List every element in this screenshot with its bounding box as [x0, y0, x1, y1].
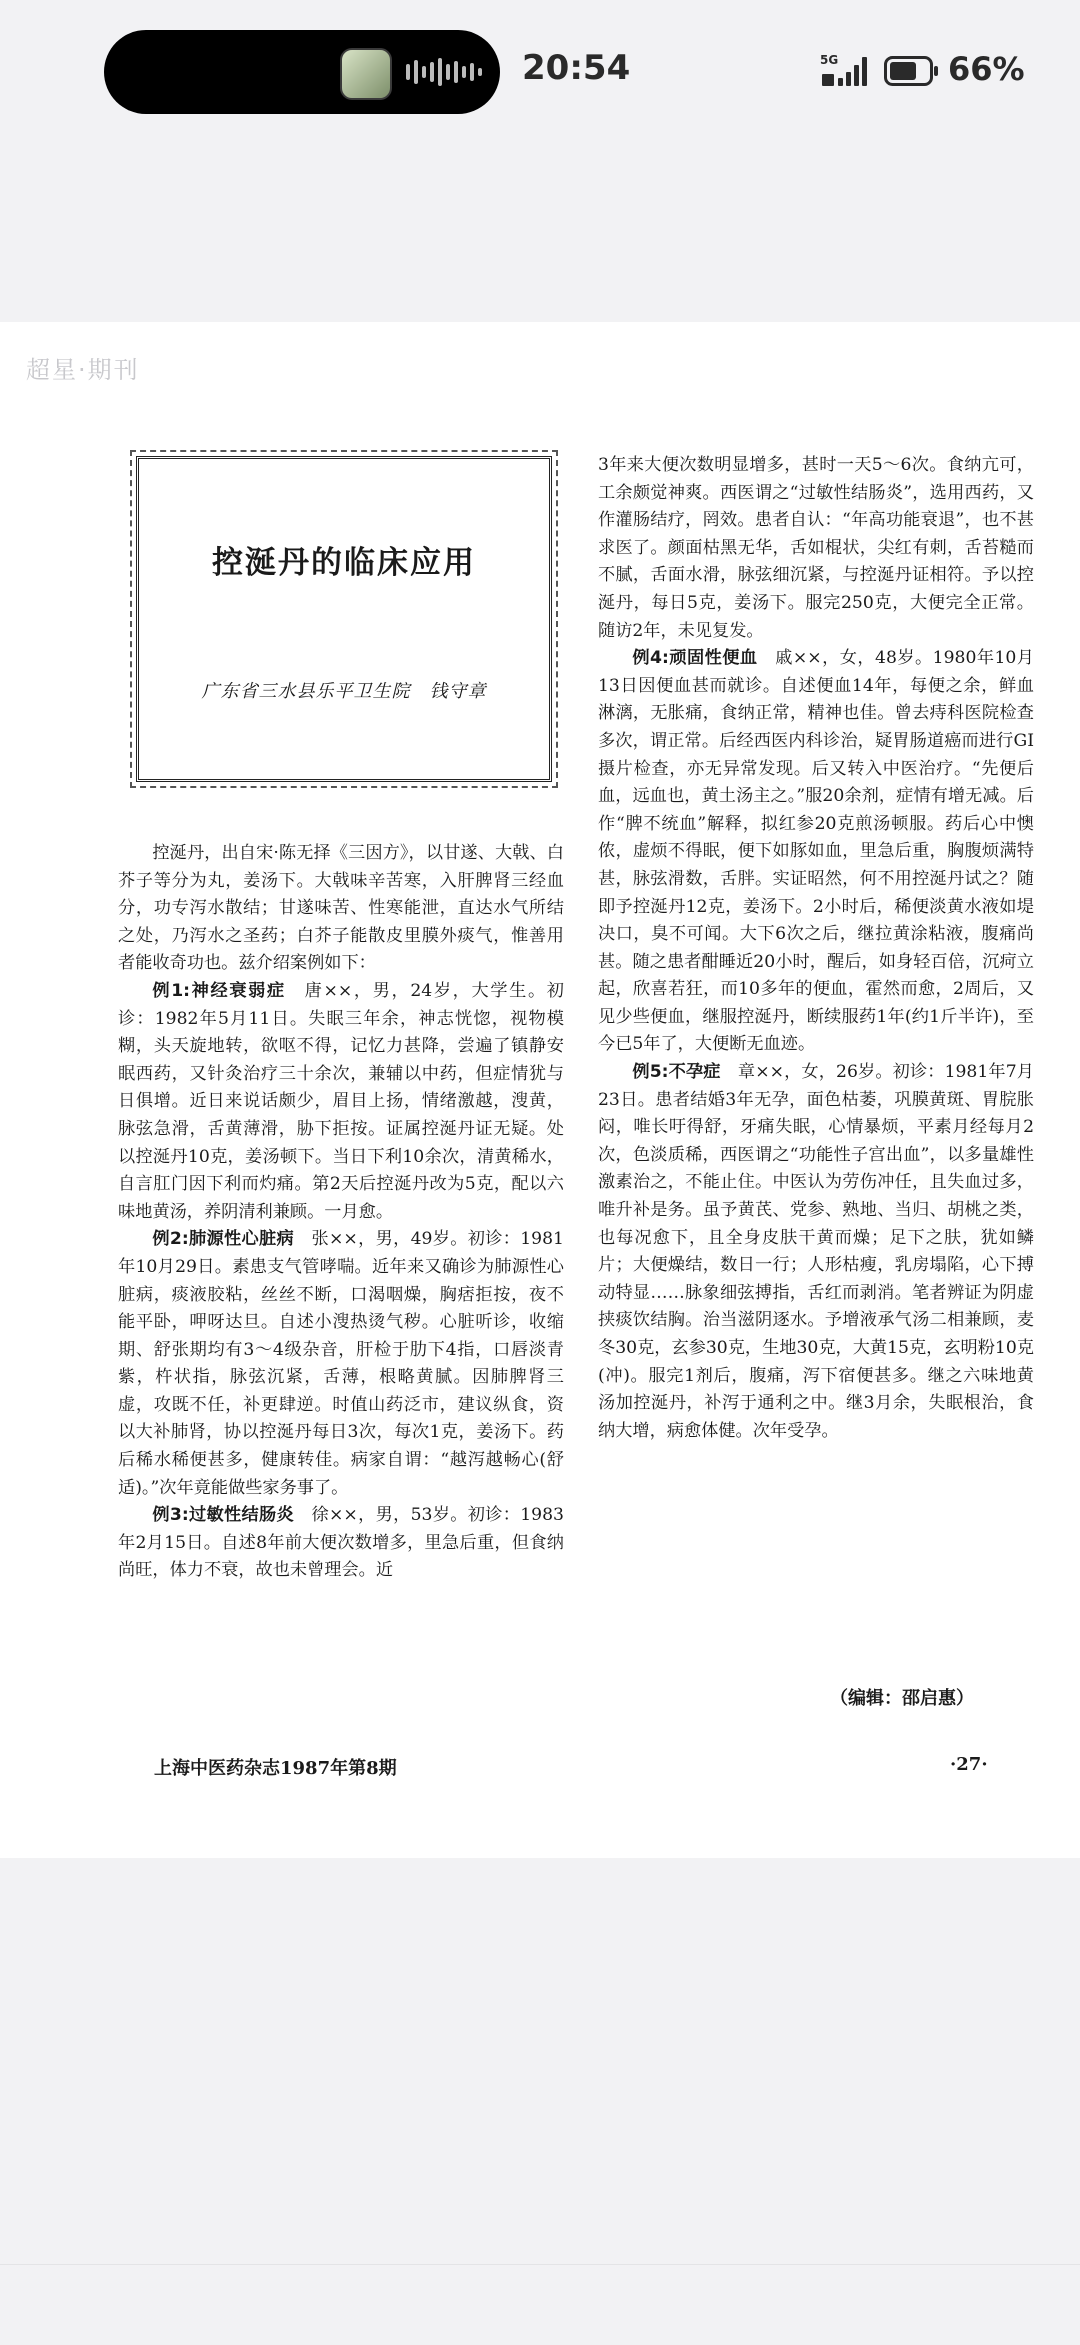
- paragraph: [118, 1226, 564, 1502]
- paragraph: [118, 978, 564, 1226]
- paragraph-text: 控涎丹，出自宋·陈无择《三因方》，以甘遂、大戟、白芥子等分为丸，姜汤下。大戟味辛苦寒，入肝脾肾三经血分，功专泻水散结；甘遂味苦、性寒能泄，直达水气所结之处，乃泻水之圣药；白芥子能散皮里膜外痰气，惟善用者能收奇功也。兹介绍案例如下：: [118, 843, 564, 974]
- page-number: ·27·: [950, 1754, 988, 1775]
- paragraph-text: 唐××，男，24岁，大学生。初诊：1982年5月11日。失眠三年余，神志恍惚，视物模糊，头天旋地转，欲呕不得，记忆力甚降，尝遍了镇静安眠西药，又针灸治疗三十余次，兼辅以中药，但症情犹与日俱增。近日来说话颇少，眉目上扬，情绪激越，溲黄，脉弦急滑，舌黄薄滑，胁下拒按。证属控涎丹证无疑。处以控涎丹10克，姜汤顿下。当日下利10余次，清黄稀水，自言肛门因下利而灼痛。第2天后控涎丹改为5克，配以六味地黄汤，养阴清利兼顾。一月愈。: [118, 980, 564, 1222]
- network-type: 5G: [820, 53, 839, 67]
- author-line: 广东省三水县乐平卫生院 钱守章: [201, 681, 487, 702]
- case-heading: 例4:顽固性便血: [632, 648, 758, 669]
- paragraph: [598, 645, 1034, 1059]
- battery-percentage: 66%: [948, 50, 1025, 88]
- title-frame: [136, 456, 552, 782]
- source-watermark: 超星·期刊: [26, 356, 140, 384]
- article-title: 控涎丹的临床应用: [212, 545, 476, 581]
- battery-icon: [884, 56, 940, 86]
- case-heading: 例1:神经衰弱症: [152, 980, 286, 1001]
- journal-footer: 上海中医药杂志1987年第8期: [154, 1758, 397, 1779]
- bottom-toolbar: [0, 2264, 1080, 2345]
- right-text-column: [598, 452, 1034, 1445]
- paragraph: [118, 840, 564, 978]
- paragraph-text: 戚××，女，48岁。1980年10月13日因便血甚而就诊。自述便血14年，每便之余，鲜血淋漓，无胀痛，食纳正常，精神也佳。曾去痔科医院检查多次，谓正常。后经西医内科诊治，疑胃肠道癌而进行GI摄片检查，亦无异常发现。后又转入中医治疗。“先便后血，远血也，黄土汤主之。”服20余剂，症情有增无减。后作“脾不统血”解释，拟红参20克煎汤顿服。药后心中懊侬，虚烦不得眠，便下如豚如血，里急后重，胸腹烦满特甚，脉弦滑数，舌胖。实证昭然，何不用控涎丹试之？随即予控涎丹12克，姜汤下。2小时后，稀便淡黄水液如堤决口，臭不可闻。大下6次之后，继拉黄涂粘液，腹痛尚甚。随之患者酣睡近20小时，醒后，如身轻百倍，沉疴立起，欣喜若狂，而10多年的便血，霍然而愈，2周后，又见少些便血，继服控涎丹，断续服药1年(约1斤半许)，至今已5年了，大便断无血迹。: [598, 648, 1034, 1055]
- paragraph: [598, 452, 1034, 645]
- paragraph: [118, 1502, 564, 1585]
- status-bar: [0, 0, 1080, 150]
- paragraph-text: 徐××，男，53岁。初诊：1983年2月15日。自述8年前大便次数增多，里急后重，但食纳尚旺，体力不衰，故也未曾理会。近: [118, 1505, 564, 1581]
- case-heading: 例2:肺源性心脏病: [152, 1229, 294, 1250]
- paragraph-text: 章××，女，26岁。初诊：1981年7月23日。患者结婚3年无孕，面色枯萎，巩膜黄斑、胃脘胀闷，唯长吁得舒，牙痛失眠，心情暴烦，平素月经每月2次，色淡质稀，西医谓之“功能性子宫出血”，以多量雄性激素治之，不能止住。中医认为劳伤冲任，且失血过多，唯升补是务。虽予黄芪、党参、熟地、当归、胡桃之类，也每况愈下，且全身皮肤干黄而燥；足下之肤，犹如鳞片；大便燥结，数日一行；人形枯瘦，乳房塌陷，心下搏动特显……脉象细弦搏指，舌红而剥消。笔者辨证为阴虚挟痰饮结胸。治当滋阴逐水。予增液承气汤二相兼顾，麦冬30克，玄参30克，生地30克，大黄15克，玄明粉10克(冲)。服完1剂后，腹痛，泻下宿便甚多。继之六味地黄汤加控涎丹，补泻于通利之中。继3月余，失眠根治，食纳大增，病愈体健。次年受孕。: [598, 1062, 1034, 1441]
- left-text-column: [118, 840, 564, 1585]
- case-heading: 例5:不孕症: [632, 1062, 721, 1083]
- media-thumbnail: [340, 48, 392, 100]
- clock: 20:54: [522, 48, 631, 88]
- editor-credit: （编辑：邵启惠）: [830, 1688, 974, 1709]
- paragraph: [598, 1059, 1034, 1445]
- case-heading: 例3:过敏性结肠炎: [152, 1505, 294, 1526]
- paragraph-text: 3年来大便次数明显增多，甚时一天5～6次。食纳亢可，工余颇觉神爽。西医谓之“过敏性结肠炎”，选用西药，又作灌肠结疗，罔效。患者自认：“年高功能衰退”，也不甚求医了。颜面枯黑无华，舌如棍状，尖红有刺，舌苔糙而不腻，舌面水滑，脉弦细沉紧，与控涎丹证相符。予以控涎丹，每日5克，姜汤下。服完250克，大便完全正常。随访2年，未见复发。: [598, 455, 1034, 641]
- audio-wave-icon: [404, 56, 484, 88]
- document-page[interactable]: [0, 322, 1080, 1858]
- paragraph-text: 张××，男，49岁。初诊：1981年10月29日。素患支气管哮喘。近年来又确诊为肺源性心脏病，痰液胶粘，丝丝不断，口渴咽燥，胸痞拒按，夜不能平卧，呷呀达旦。自述小溲热烫气秽。心脏听诊，收缩期、舒张期均有3～4级杂音，肝检于肋下4指，口唇淡青紫，杵状指，脉弦沉紧，舌薄，根略黄腻。因肺脾肾三虚，攻既不任，补更肆逆。时值山药泛市，建议纵食，资以大补肺肾，协以控涎丹每日3次，每次1克，姜汤下。药后稀水稀便甚多，健康转佳。病家自谓：“越泻越畅心(舒适)。”次年竟能做些家务事了。: [118, 1229, 564, 1498]
- dynamic-island[interactable]: [104, 30, 500, 114]
- cellular-signal-icon: [820, 52, 874, 88]
